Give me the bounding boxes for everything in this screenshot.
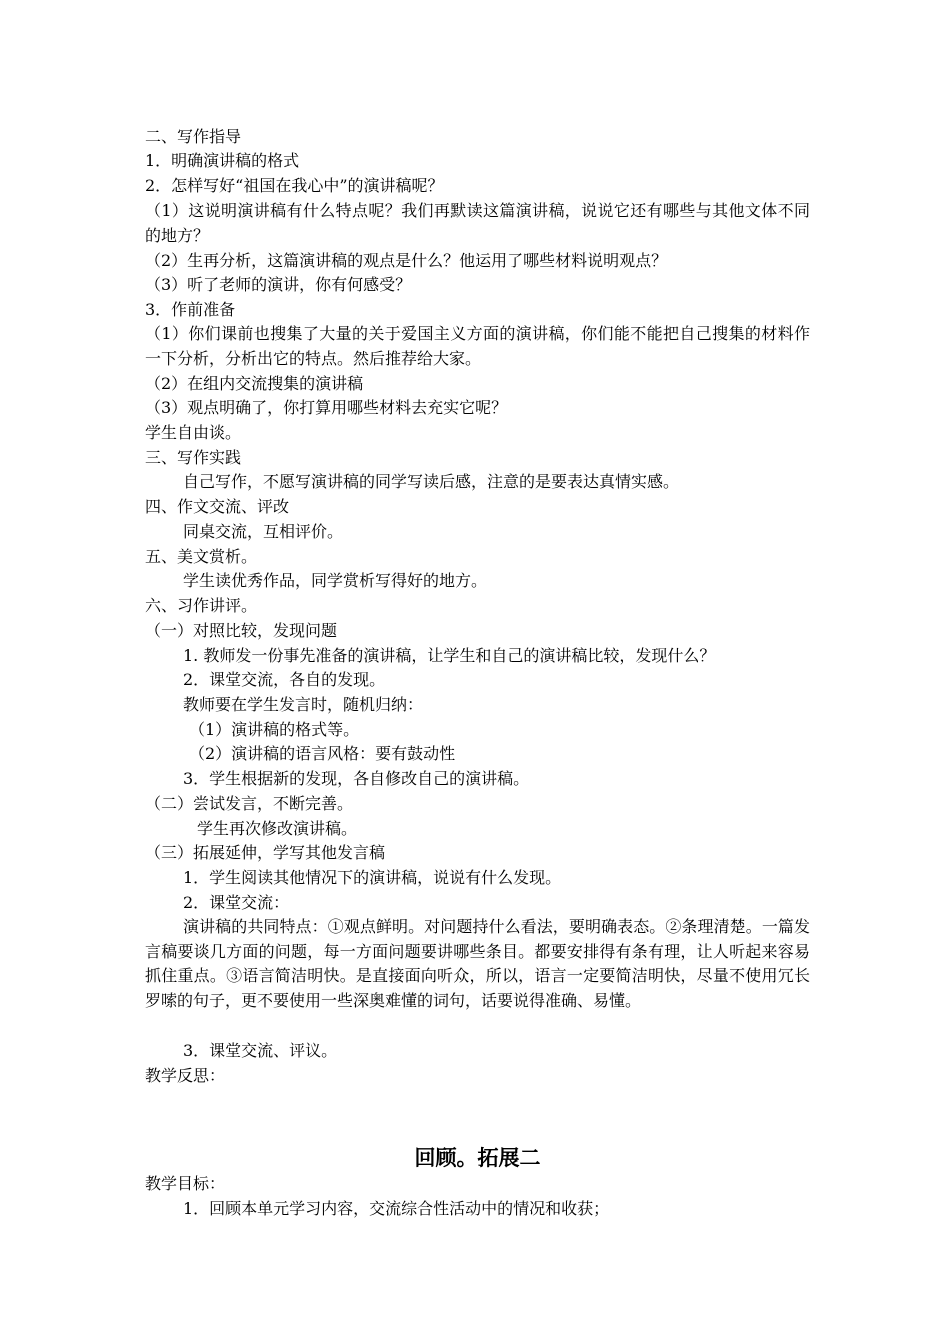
compare-3: 3．学生根据新的发现，各自修改自己的演讲稿。: [183, 769, 530, 788]
question-2: （2）生再分析，这篇演讲稿的观点是什么？他运用了哪些材料说明观点？: [145, 251, 668, 270]
heading-appreciation: 五、美文赏析。: [145, 547, 258, 566]
summary-2: （2）演讲稿的语言风格：要有鼓动性: [189, 744, 456, 763]
heading-writing-guide: 二、写作指导: [145, 127, 242, 146]
compare-1: 1. 教师发一份事先准备的演讲稿，让学生和自己的演讲稿比较，发现什么？: [183, 646, 716, 665]
common-features-paragraph: 演讲稿的共同特点：①观点鲜明。对问题持什么看法，要明确表态。②条理清楚。一篇发言稿要谈几方面的问题，每一方面问题要讲哪些条目。都要安排得有条有理，让人听起来容易抓住重点。③语言简洁明快。是直接面向听众，所以，语言一定要简洁明快，尽量不使用冗长罗嗦的句子，更不要使用一些深奥难懂的词句，话要说得准确、易懂。: [145, 917, 810, 1011]
section-title: 回顾。拓展二: [414, 1146, 541, 1170]
heading-review: 六、习作讲评。: [145, 596, 258, 615]
appreciation-text: 学生读优秀作品，同学赏析写得好的地方。: [183, 571, 488, 590]
extend-1: 1．学生阅读其他情况下的演讲稿，说说有什么发现。: [183, 868, 562, 887]
try-text: 学生再次修改演讲稿。: [197, 819, 358, 838]
heading-exchange: 四、作文交流、评改: [145, 497, 290, 516]
subheading-try: （二）尝试发言，不断完善。: [145, 794, 354, 813]
compare-summary: 教师要在学生发言时，随机归纳：: [183, 695, 424, 714]
free-talk: 学生自由谈。: [145, 423, 242, 442]
exchange-text: 同桌交流，互相评价。: [183, 522, 344, 541]
question-3: （3）听了老师的演讲，你有何感受？: [145, 275, 412, 294]
item-format: 1．明确演讲稿的格式: [145, 151, 300, 170]
prep-1: （1）你们课前也搜集了大量的关于爱国主义方面的演讲稿，你们能不能把自己搜集的材料作一下分析，分析出它的特点。然后推荐给大家。: [145, 324, 810, 368]
subheading-compare: （一）对照比较，发现问题: [145, 621, 338, 640]
extend-2: 2．课堂交流：: [183, 893, 290, 912]
prep-2: （2）在组内交流搜集的演讲稿: [145, 374, 364, 393]
heading-practice: 三、写作实践: [145, 448, 242, 467]
teaching-goal-1: 1．回顾本单元学习内容，交流综合性活动中的情况和收获；: [183, 1199, 610, 1218]
teaching-goals-label: 教学目标：: [145, 1174, 226, 1193]
extend-3: 3．课堂交流、评议。: [183, 1041, 338, 1060]
question-1: （1）这说明演讲稿有什么特点呢？我们再默读这篇演讲稿，说说它还有哪些与其他文体不同的地方？: [145, 201, 810, 245]
summary-1: （1）演讲稿的格式等。: [189, 720, 360, 739]
subheading-extend: （三）拓展延伸，学写其他发言稿: [145, 843, 386, 862]
practice-text: 自己写作，不愿写演讲稿的同学写读后感，注意的是要表达真情实感。: [183, 472, 680, 491]
item-how-to-write: 2．怎样写好“祖国在我心中”的演讲稿呢？: [145, 176, 444, 195]
prep-3: （3）观点明确了，你打算用哪些材料去充实它呢？: [145, 398, 508, 417]
teaching-reflection: 教学反思：: [145, 1066, 226, 1085]
item-preparation: 3．作前准备: [145, 300, 236, 319]
compare-2: 2．课堂交流，各自的发现。: [183, 670, 386, 689]
